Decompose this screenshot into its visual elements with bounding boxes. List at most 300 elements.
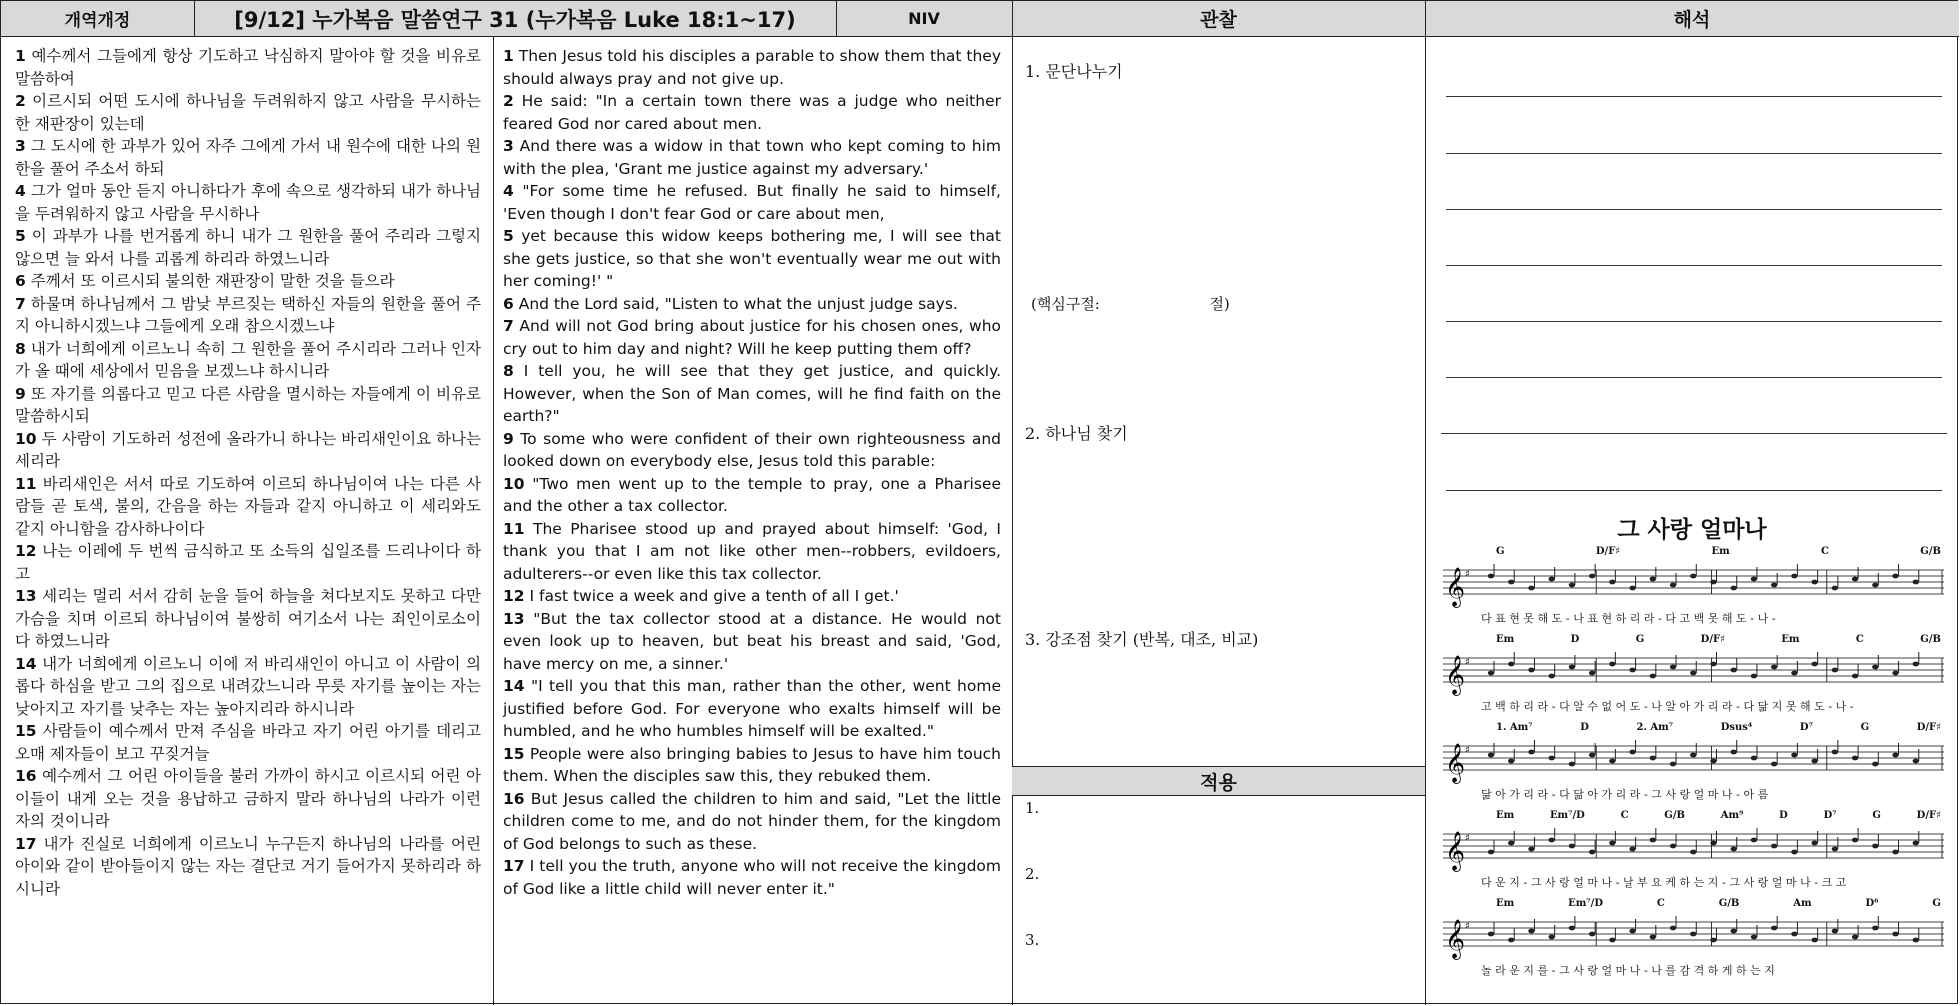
interp-line-8 <box>1446 490 1942 491</box>
niv-verse-14 <box>503 675 1001 743</box>
verse-text: 두 사람이 기도하러 성전에 올라가니 하나는 바리새인이요 하나는 세리라 <box>15 429 482 470</box>
header-niv: NIV <box>836 1 1012 37</box>
treble-clef-icon: 𝄞 <box>1445 655 1466 695</box>
note-head <box>1731 929 1737 934</box>
verse-number: 7 <box>15 294 26 313</box>
niv-verse-17 <box>503 855 1001 900</box>
note-head <box>1569 583 1575 588</box>
note-head <box>1508 841 1514 846</box>
header-interpretation: 해석 <box>1425 1 1959 37</box>
interp-line-3 <box>1446 209 1942 210</box>
chord-label: D <box>1570 634 1580 645</box>
chord-label: Em <box>1496 634 1515 645</box>
niv-verse-9 <box>503 428 1001 473</box>
note-head <box>1731 586 1737 591</box>
verse-number: 5 <box>503 227 514 245</box>
interp-line-7 <box>1441 433 1947 434</box>
note-head <box>1670 762 1676 767</box>
niv-verse-16 <box>503 788 1001 856</box>
verse-text: "For some time he refused. But finally he said to himself, 'Even though I don't fear God or care about men, <box>503 182 1001 223</box>
niv-text-column <box>503 45 1001 900</box>
chord-label: D/F♯ <box>1916 722 1941 733</box>
note-head <box>1771 844 1777 849</box>
verse-number: 4 <box>503 182 514 200</box>
verse-text: But Jesus called the children to him and said, "Let the little children come to me, and do not hinder them, for the kingdom of God belongs to such as these. <box>503 789 1001 853</box>
chord-row <box>1496 722 1941 733</box>
verse-number: 11 <box>503 519 525 538</box>
verse-number: 13 <box>503 609 525 628</box>
header-observation: 관찰 <box>1012 1 1425 37</box>
verse-text: 그 도시에 한 과부가 있어 자주 그에게 가서 내 원수에 대한 나의 원한을 풀어 주소서 하되 <box>15 137 481 178</box>
key-sharp-icon: ♯ <box>1465 745 1470 756</box>
verse-text: 하물며 하나님께서 그 밤낮 부르짖는 택하신 자들의 원한을 풀어 주지 아니하시겠느냐 그들에게 오래 참으시겠느냐 <box>15 294 481 335</box>
krv-verse-15 <box>15 720 481 765</box>
chord-label: G/B <box>1920 546 1941 557</box>
niv-verse-13 <box>503 608 1001 676</box>
lyrics-row: 닮 아 가 리 라 - 다 닮 아 가 리 라 - 그 사 랑 얼 마 나 - 아 름 <box>1481 788 1769 801</box>
divider-obs-interp <box>1425 1 1426 1005</box>
note-head <box>1589 932 1595 937</box>
note-head <box>1488 671 1494 676</box>
note-head <box>1892 574 1898 579</box>
note-head <box>1690 574 1696 579</box>
krv-verse-1 <box>15 45 481 90</box>
lyrics-row: 놀 라 운 지 를 - 그 사 랑 얼 마 나 - 나 를 감 격 하 게 하 는 지 <box>1481 964 1775 977</box>
chord-label: C <box>1855 634 1864 645</box>
key-sharp-icon: ♯ <box>1465 833 1470 844</box>
song-score <box>1441 546 1946 996</box>
note-head <box>1650 838 1656 843</box>
verse-number: 15 <box>15 722 37 740</box>
note-head <box>1710 759 1716 764</box>
interp-line-6 <box>1446 377 1942 378</box>
note-head <box>1548 577 1554 582</box>
verse-text: 바리새인은 서서 따로 기도하여 이르되 하나님이여 나는 다른 사람들 곧 토색, 불의, 간음을 하는 자들과 같지 아니하고 이 세리와도 같지 아니함을 감사하나이다 <box>15 474 481 538</box>
obs-paragraph-division: 1. 문단나누기 <box>1025 62 1123 81</box>
note-head <box>1751 577 1757 582</box>
verse-text: To some who were confident of their own righteousness and looked down on everybody else, Jesus told this parable: <box>503 429 1001 470</box>
niv-verse-3 <box>503 135 1001 180</box>
note-head <box>1508 662 1514 667</box>
chord-label: Em⁷/D <box>1549 810 1585 821</box>
note-head <box>1548 674 1554 679</box>
staff <box>1441 560 1946 608</box>
note-head <box>1589 850 1595 855</box>
note-head <box>1811 938 1817 943</box>
note-head <box>1913 938 1919 943</box>
key-verse-unit: 절) <box>1209 295 1230 313</box>
verse-text: yet because this widow keeps bothering me, I will see that she gets justice, so that she won't eventually wear me out with her coming!' " <box>503 227 1001 290</box>
interp-line-4 <box>1446 265 1942 266</box>
niv-verse-15 <box>503 743 1001 788</box>
verse-number: 1 <box>503 47 514 65</box>
note-head <box>1650 935 1656 940</box>
verse-text: 내가 너희에게 이르노니 속히 그 원한을 풀어 주시리라 그러나 인자가 올 때에 세상에서 믿음을 보겠느냐 하시니라 <box>15 339 481 380</box>
note-head <box>1528 668 1534 673</box>
chord-label: D/F♯ <box>1595 546 1621 557</box>
krv-verse-11 <box>15 473 481 541</box>
krv-verse-14 <box>15 653 481 721</box>
note-head <box>1751 756 1757 761</box>
note-head <box>1731 668 1737 673</box>
verse-text: 주께서 또 이르시되 불의한 재판장이 말한 것을 들으라 <box>30 272 395 290</box>
verse-number: 9 <box>15 384 26 403</box>
note-head <box>1852 674 1858 679</box>
note-head <box>1710 938 1716 943</box>
verse-text: 예수께서 그 어린 아이들을 불러 가까이 하시고 이르시되 어린 아이들이 내게 오는 것을 용납하고 금하지 말라 하나님의 나라가 이런 자의 것이니라 <box>15 767 481 830</box>
treble-clef-icon: 𝄞 <box>1445 743 1466 783</box>
note-head <box>1609 841 1615 846</box>
apply-item-1: 1. <box>1025 799 1040 817</box>
chord-label: D <box>1580 722 1589 733</box>
niv-verse-4 <box>503 180 1001 225</box>
chord-label: G <box>1872 810 1881 821</box>
krv-verse-17 <box>15 833 481 901</box>
note-head <box>1650 756 1656 761</box>
note-head <box>1670 665 1676 670</box>
verse-text: 이르시되 어떤 도시에 하나님을 두려워하지 않고 사람을 무시하는 한 재판장이 있는데 <box>15 92 481 133</box>
header-krv: 개역개정 <box>1 1 194 37</box>
staff <box>1441 824 1946 872</box>
chord-label: C <box>1821 546 1829 557</box>
divider-title-right <box>836 1 837 37</box>
verse-number: 4 <box>15 182 26 200</box>
krv-verse-13 <box>15 585 481 653</box>
note-head <box>1811 662 1817 667</box>
niv-verse-6 <box>503 293 1001 316</box>
interp-line-1 <box>1446 96 1942 97</box>
note-head <box>1710 580 1716 585</box>
verse-number: 8 <box>15 339 26 358</box>
note-head <box>1629 929 1635 934</box>
verse-text: 사람들이 예수께서 만져 주심을 바라고 자기 어린 아기를 데리고 오매 제자들이 보고 꾸짖거늘 <box>15 722 481 763</box>
niv-verse-11 <box>503 518 1001 586</box>
key-sharp-icon: ♯ <box>1465 657 1470 668</box>
krv-verse-3 <box>15 135 481 180</box>
krv-verse-7 <box>15 293 481 338</box>
note-head <box>1872 665 1878 670</box>
note-head <box>1832 668 1838 673</box>
chord-label: D⁷ <box>1823 810 1837 821</box>
note-head <box>1832 929 1838 934</box>
note-head <box>1670 844 1676 849</box>
obs-find-god: 2. 하나님 찾기 <box>1025 424 1128 443</box>
interp-line-5 <box>1446 321 1942 322</box>
note-head <box>1528 750 1534 755</box>
verse-text: 세리는 멀리 서서 감히 눈을 들어 하늘을 쳐다보지도 못하고 다만 가슴을 치며 이르되 하나님이여 불쌍히 여기소서 나는 죄인이로소이다 하였느니라 <box>15 587 481 650</box>
chord-label: Am <box>1793 898 1812 909</box>
verse-text: I tell you, he will see that they get justice, and quickly. However, when the Son of Man comes, will he find faith on the earth?" <box>503 362 1001 425</box>
verse-text: 내가 너희에게 이르노니 이에 저 바리새인이 아니고 이 사람이 의롭다 하심을 받고 그의 집으로 내려갔느니라 무릇 자기를 높이는 자는 낮아지고 자기를 낮추는 자는 높아지리라 하시니라 <box>15 654 481 718</box>
note-head <box>1811 580 1817 585</box>
note-head <box>1528 586 1534 591</box>
note-head <box>1852 577 1858 582</box>
krv-verse-12 <box>15 540 481 585</box>
verse-number: 10 <box>15 429 37 448</box>
note-head <box>1751 838 1757 843</box>
staff <box>1441 912 1946 960</box>
apply-header: 적용 <box>1012 766 1425 796</box>
note-head <box>1791 574 1797 579</box>
niv-verse-10 <box>503 473 1001 518</box>
note-head <box>1913 580 1919 585</box>
treble-clef-icon: 𝄞 <box>1445 831 1466 871</box>
note-head <box>1832 750 1838 755</box>
niv-verse-5 <box>503 225 1001 293</box>
note-head <box>1710 841 1716 846</box>
chord-label: Dsus⁴ <box>1720 722 1753 733</box>
krv-verse-8 <box>15 338 481 383</box>
apply-item-3: 3. <box>1025 931 1040 949</box>
verse-number: 10 <box>503 474 525 493</box>
chord-label: Em <box>1781 634 1800 645</box>
chord-label: D/F♯ <box>1916 810 1941 821</box>
chord-label: D⁶ <box>1865 898 1879 909</box>
verse-number: 3 <box>503 137 514 155</box>
note-head <box>1892 671 1898 676</box>
note-head <box>1650 577 1656 582</box>
verse-text: And the Lord said, "Listen to what the unjust judge says. <box>518 294 958 313</box>
verse-number: 2 <box>503 92 514 110</box>
verse-number: 6 <box>15 272 26 290</box>
note-head <box>1548 935 1554 940</box>
verse-text: 예수께서 그들에게 항상 기도하고 낙심하지 말아야 할 것을 비유로 말씀하여 <box>15 47 481 88</box>
divider-krv-niv <box>493 37 494 1005</box>
note-head <box>1690 850 1696 855</box>
note-head <box>1609 580 1615 585</box>
verse-number: 14 <box>15 654 37 673</box>
verse-text: I tell you the truth, anyone who will not receive the kingdom of God like a little child will never enter it." <box>503 857 1001 898</box>
verse-number: 2 <box>15 92 26 110</box>
apply-item-2: 2. <box>1025 865 1040 883</box>
note-head <box>1609 759 1615 764</box>
krv-verse-2 <box>15 90 481 135</box>
note-head <box>1832 847 1838 852</box>
key-sharp-icon: ♯ <box>1465 569 1470 580</box>
note-head <box>1589 574 1595 579</box>
note-head <box>1548 756 1554 761</box>
note-head <box>1670 583 1676 588</box>
note-head <box>1791 753 1797 758</box>
note-head <box>1589 753 1595 758</box>
obs-emphasis: 3. 강조점 찾기 (반복, 대조, 비교) <box>1025 630 1259 649</box>
verse-text: Then Jesus told his disciples a parable to show them that they should always pray and not give up. <box>503 47 1002 88</box>
niv-verse-12 <box>503 585 1001 608</box>
note-head <box>1690 932 1696 937</box>
chord-label: Am⁹ <box>1720 810 1744 821</box>
note-head <box>1731 750 1737 755</box>
chord-label: G <box>1496 546 1505 557</box>
note-head <box>1589 671 1595 676</box>
note-head <box>1569 762 1575 767</box>
note-head <box>1913 662 1919 667</box>
note-head <box>1872 762 1878 767</box>
page-title: [9/12] 누가복음 말씀연구 31 (누가복음 Luke 18:1~17) <box>194 1 836 37</box>
song-line-2 <box>1441 634 1946 722</box>
treble-clef-icon: 𝄞 <box>1445 919 1466 959</box>
note-head <box>1629 668 1635 673</box>
chord-label: G/B <box>1920 634 1941 645</box>
note-head <box>1609 662 1615 667</box>
verse-text: And will not God bring about justice for his chosen ones, who cry out to him day and night? Will he keep putting them off? <box>503 317 1001 358</box>
chord-label: G/B <box>1718 898 1740 909</box>
note-head <box>1629 750 1635 755</box>
note-head <box>1690 671 1696 676</box>
song-line-3 <box>1441 722 1946 810</box>
verse-number: 12 <box>503 587 525 605</box>
verse-text: 나는 이레에 두 번씩 금식하고 또 소득의 십일조를 드리나이다 하고 <box>15 542 481 583</box>
niv-verse-2 <box>503 90 1001 135</box>
chord-row <box>1496 634 1941 645</box>
chord-label: C <box>1656 898 1665 909</box>
lyrics-row: 다 운 지 - 그 사 랑 얼 마 나 - 날 부 요 케 하 는 지 - 그 사 랑 얼 마 나 - 크 고 <box>1481 876 1847 889</box>
staff <box>1441 648 1946 696</box>
verse-text: 또 자기를 의롭다고 믿고 다른 사람을 멸시하는 자들에게 이 비유로 말씀하시되 <box>15 384 481 425</box>
verse-number: 9 <box>503 429 514 448</box>
verse-number: 12 <box>15 542 37 560</box>
note-head <box>1791 671 1797 676</box>
chord-row <box>1496 546 1941 557</box>
treble-clef-icon: 𝄞 <box>1445 567 1466 607</box>
chord-label: 2. Am⁷ <box>1636 722 1674 733</box>
verse-text: "Two men went up to the temple to pray, one a Pharisee and the other a tax collector. <box>503 474 1001 515</box>
verse-text: And there was a widow in that town who kept coming to him with the plea, 'Grant me justice against my adversary.' <box>503 137 1001 178</box>
chord-label: G <box>1860 722 1870 733</box>
song-line-1 <box>1441 546 1946 634</box>
chord-label: 1. Am⁷ <box>1496 722 1533 733</box>
chord-row <box>1496 810 1941 821</box>
verse-number: 17 <box>15 834 37 853</box>
chord-label: C <box>1620 810 1629 821</box>
verse-text: "But the tax collector stood at a distance. He would not even look up to heaven, but beat his breast and said, 'God, have mercy on me, a sinner.' <box>503 609 1001 673</box>
chord-label: G <box>1635 634 1645 645</box>
note-head <box>1508 759 1514 764</box>
chord-label: D <box>1779 810 1788 821</box>
note-head <box>1832 586 1838 591</box>
note-head <box>1548 838 1554 843</box>
verse-text: 이 과부가 나를 번거롭게 하니 내가 그 원한을 풀어 주리라 그렇지 않으면 늘 와서 나를 괴롭게 하리라 하였느니라 <box>15 227 481 268</box>
note-head <box>1892 850 1898 855</box>
note-head <box>1508 938 1514 943</box>
note-head <box>1731 847 1737 852</box>
note-head <box>1872 844 1878 849</box>
note-head <box>1771 762 1777 767</box>
note-head <box>1892 753 1898 758</box>
note-head <box>1569 844 1575 849</box>
lyrics-row: 고 백 하 리 라 - 다 알 수 없 어 도 - 나 알 아 가 리 라 - 다 닮 지 못 해 도 - 나 - <box>1481 700 1854 713</box>
note-head <box>1872 926 1878 931</box>
chord-label: D/F♯ <box>1700 634 1725 645</box>
niv-verse-8 <box>503 360 1001 428</box>
niv-verse-7 <box>503 315 1001 360</box>
obs-key-verse <box>1031 293 1230 314</box>
chord-label: Em <box>1711 546 1730 557</box>
note-head <box>1771 583 1777 588</box>
verse-number: 16 <box>15 767 37 785</box>
verse-number: 3 <box>15 137 26 155</box>
note-head <box>1811 759 1817 764</box>
verse-text: 그가 얼마 동안 듣지 아니하다가 후에 속으로 생각하되 내가 하나님을 두려워하지 않고 사람을 무시하나 <box>15 182 481 223</box>
note-head <box>1569 665 1575 670</box>
note-head <box>1690 753 1696 758</box>
note-head <box>1791 932 1797 937</box>
verse-text: He said: "In a certain town there was a judge who neither feared God nor cared about men. <box>503 92 1001 133</box>
verse-number: 14 <box>503 677 525 695</box>
verse-text: The Pharisee stood up and prayed about himself: 'God, I thank you that I am not like other men--robbers, evildoers, adulterers--or even like this tax collector. <box>503 519 1001 583</box>
divider-niv-obs <box>1012 1 1013 1005</box>
note-head <box>1852 756 1858 761</box>
note-head <box>1710 662 1716 667</box>
chord-label: D⁷ <box>1799 722 1813 733</box>
note-head <box>1629 847 1635 852</box>
verse-number: 17 <box>503 857 525 875</box>
krv-verse-6 <box>15 270 481 293</box>
note-head <box>1771 665 1777 670</box>
note-head <box>1913 841 1919 846</box>
krv-verse-9 <box>15 383 481 428</box>
verse-text: People were also bringing babies to Jesus to have him touch them. When the disciples saw this, they rebuked them. <box>503 744 1001 785</box>
krv-verse-5 <box>15 225 481 270</box>
note-head <box>1791 850 1797 855</box>
key-verse-label: (핵심구절: <box>1031 295 1100 313</box>
song-title: 그 사랑 얼마나 <box>1617 517 1767 543</box>
note-head <box>1488 932 1494 937</box>
note-head <box>1528 847 1534 852</box>
verse-number: 8 <box>503 362 514 380</box>
verse-text: 내가 진실로 너희에게 이르노니 누구든지 하나님의 나라를 어린 아이와 같이 받아들이지 않는 자는 결단코 거기 들어가지 못하리라 하시니라 <box>15 834 481 898</box>
note-head <box>1508 580 1514 585</box>
verse-number: 11 <box>15 474 37 493</box>
krv-verse-10 <box>15 428 481 473</box>
note-head <box>1892 932 1898 937</box>
krv-verse-4 <box>15 180 481 225</box>
chord-label: Em <box>1496 810 1515 821</box>
chord-label: G <box>1932 898 1941 909</box>
note-head <box>1751 935 1757 940</box>
key-sharp-icon: ♯ <box>1465 921 1470 932</box>
lyrics-row: 다 표 현 못 해 도 - 나 표 현 하 리 라 - 다 고 백 못 해 도 - 나 - <box>1481 612 1776 625</box>
note-head <box>1811 841 1817 846</box>
note-head <box>1771 926 1777 931</box>
note-head <box>1488 850 1494 855</box>
note-head <box>1488 574 1494 579</box>
chord-label: G/B <box>1664 810 1685 821</box>
verse-number: 15 <box>503 744 525 763</box>
note-head <box>1852 935 1858 940</box>
verse-text: I fast twice a week and give a tenth of all I get.' <box>529 587 899 605</box>
niv-verse-1 <box>503 45 1001 90</box>
chord-label: Em <box>1496 898 1515 909</box>
krv-verse-16 <box>15 765 481 833</box>
note-head <box>1569 926 1575 931</box>
verse-number: 1 <box>15 47 26 65</box>
note-head <box>1670 926 1676 931</box>
note-head <box>1872 583 1878 588</box>
verse-number: 13 <box>15 587 37 605</box>
note-head <box>1609 938 1615 943</box>
krv-text-column <box>15 45 481 900</box>
note-head <box>1528 929 1534 934</box>
verse-text: "I tell you that this man, rather than the other, went home justified before God. For everyone who exalts himself will be humbled, and he who humbles himself will be exalted." <box>503 677 1001 740</box>
note-head <box>1852 838 1858 843</box>
chord-label: Em⁷/D <box>1568 898 1603 909</box>
song-line-4 <box>1441 810 1946 898</box>
note-head <box>1650 674 1656 679</box>
staff <box>1441 736 1946 784</box>
note-head <box>1488 753 1494 758</box>
note-head <box>1629 586 1635 591</box>
verse-number: 6 <box>503 294 514 313</box>
